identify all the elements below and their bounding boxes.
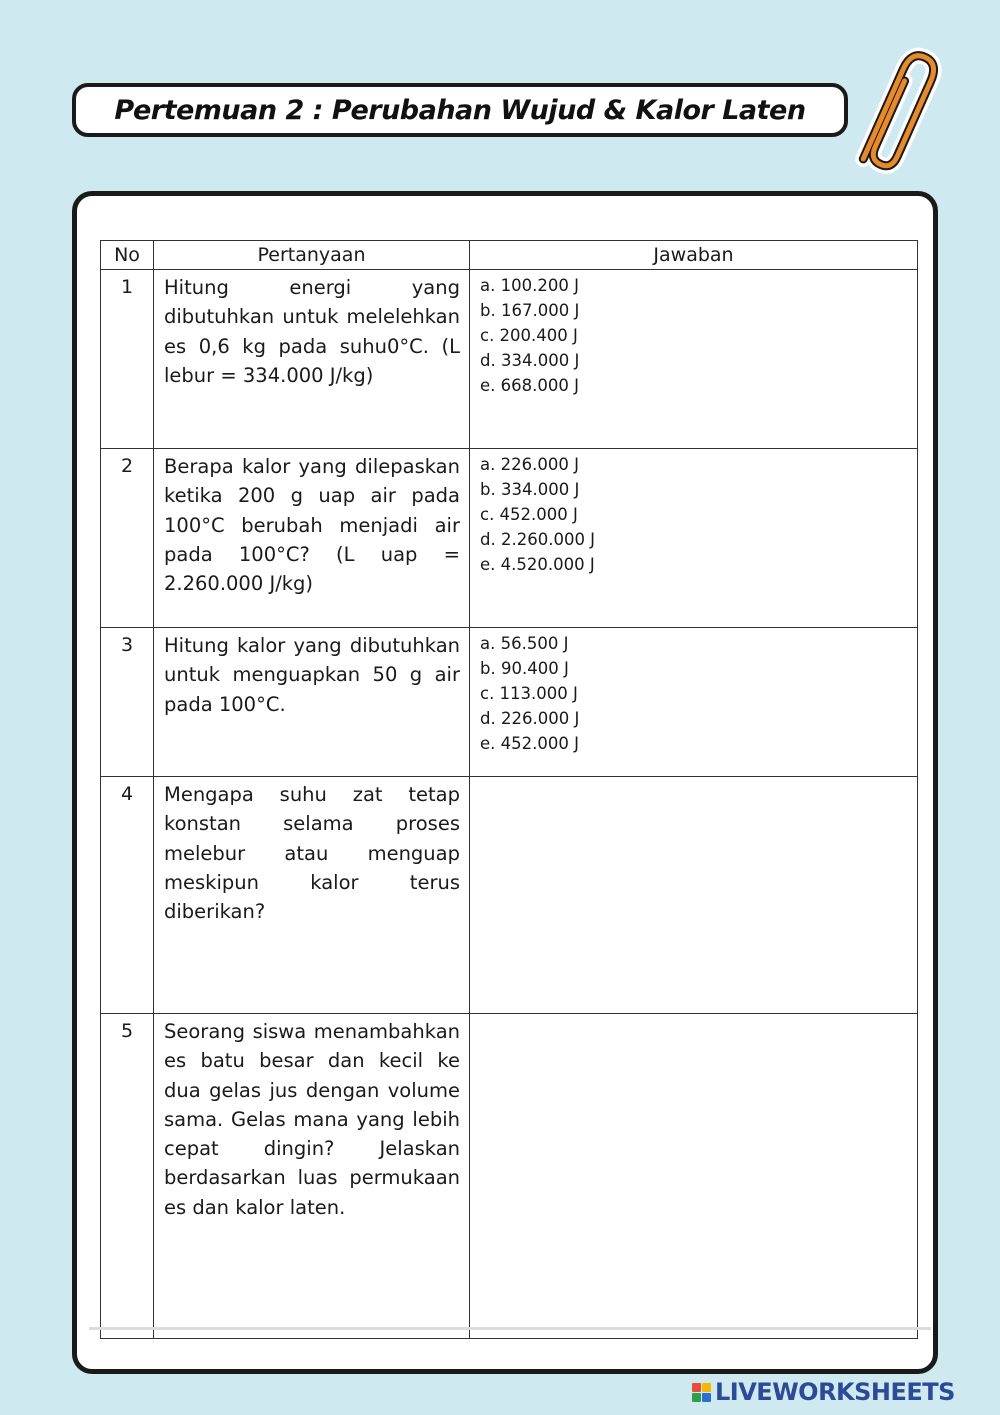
row-number: 1 bbox=[101, 270, 154, 449]
title-banner bbox=[72, 83, 848, 137]
answer-option[interactable]: a. 56.500 J bbox=[480, 634, 569, 653]
liveworksheets-brand[interactable] bbox=[692, 1377, 955, 1407]
row-number: 3 bbox=[101, 628, 154, 777]
answer-cell[interactable] bbox=[470, 449, 918, 628]
logo-square bbox=[692, 1393, 701, 1402]
question-text: Berapa kalor yang dilepaskan ketika 200 g uap air pada 100°C berubah menjadi air pada 100°C? (L uap = 2.260.000 J/kg) bbox=[154, 449, 470, 628]
answer-option[interactable]: d. 334.000 J bbox=[480, 351, 580, 370]
liveworksheets-logo-icon bbox=[692, 1383, 711, 1402]
answer-option[interactable]: e. 668.000 J bbox=[480, 376, 579, 395]
row-number: 5 bbox=[101, 1014, 154, 1339]
header-answer: Jawaban bbox=[470, 241, 918, 270]
table-header-row bbox=[101, 241, 918, 270]
answer-option[interactable]: c. 200.400 J bbox=[480, 326, 578, 345]
header-no: No bbox=[101, 241, 154, 270]
table-row bbox=[101, 628, 918, 777]
divider bbox=[89, 1327, 931, 1330]
brand-name: LIVEWORKSHEETS bbox=[715, 1378, 955, 1406]
answer-option[interactable]: c. 452.000 J bbox=[480, 505, 578, 524]
answer-option[interactable]: e. 452.000 J bbox=[480, 734, 579, 753]
table-row bbox=[101, 270, 918, 449]
page-title: Pertemuan 2 : Perubahan Wujud & Kalor Laten bbox=[114, 94, 806, 126]
answer-option[interactable]: c. 113.000 J bbox=[480, 684, 578, 703]
answer-option[interactable]: b. 90.400 J bbox=[480, 659, 569, 678]
question-text: Seorang siswa menambahkan es batu besar dan kecil ke dua gelas jus dengan volume sama. Gelas mana yang lebih cepat dingin? Jelaskan berdasarkan luas permukaan es dan kalor laten. bbox=[154, 1014, 470, 1339]
answer-cell[interactable] bbox=[470, 777, 918, 1014]
logo-square bbox=[702, 1393, 711, 1402]
answer-option[interactable]: a. 226.000 J bbox=[480, 455, 579, 474]
table-row bbox=[101, 777, 918, 1014]
answer-cell[interactable] bbox=[470, 1014, 918, 1339]
answer-option[interactable]: d. 226.000 J bbox=[480, 709, 580, 728]
answer-cell[interactable] bbox=[470, 628, 918, 777]
question-text: Hitung energi yang dibutuhkan untuk melelehkan es 0,6 kg pada suhu0°C. (L lebur = 334.000 J/kg) bbox=[154, 270, 470, 449]
question-text: Hitung kalor yang dibutuhkan untuk menguapkan 50 g air pada 100°C. bbox=[154, 628, 470, 777]
logo-square bbox=[692, 1383, 701, 1392]
logo-square bbox=[702, 1383, 711, 1392]
answer-option[interactable]: b. 167.000 J bbox=[480, 301, 580, 320]
worksheet-card bbox=[72, 191, 938, 1374]
row-number: 2 bbox=[101, 449, 154, 628]
paperclip-icon bbox=[846, 40, 946, 180]
answer-option[interactable]: d. 2.260.000 J bbox=[480, 530, 596, 549]
header-question: Pertanyaan bbox=[154, 241, 470, 270]
table-row bbox=[101, 449, 918, 628]
answer-option[interactable]: e. 4.520.000 J bbox=[480, 555, 595, 574]
answer-option[interactable]: b. 334.000 J bbox=[480, 480, 580, 499]
row-number: 4 bbox=[101, 777, 154, 1014]
question-text: Mengapa suhu zat tetap konstan selama proses melebur atau menguap meskipun kalor terus diberikan? bbox=[154, 777, 470, 1014]
answer-option[interactable]: a. 100.200 J bbox=[480, 276, 579, 295]
table-row bbox=[101, 1014, 918, 1339]
question-table bbox=[100, 240, 918, 1339]
answer-cell[interactable] bbox=[470, 270, 918, 449]
